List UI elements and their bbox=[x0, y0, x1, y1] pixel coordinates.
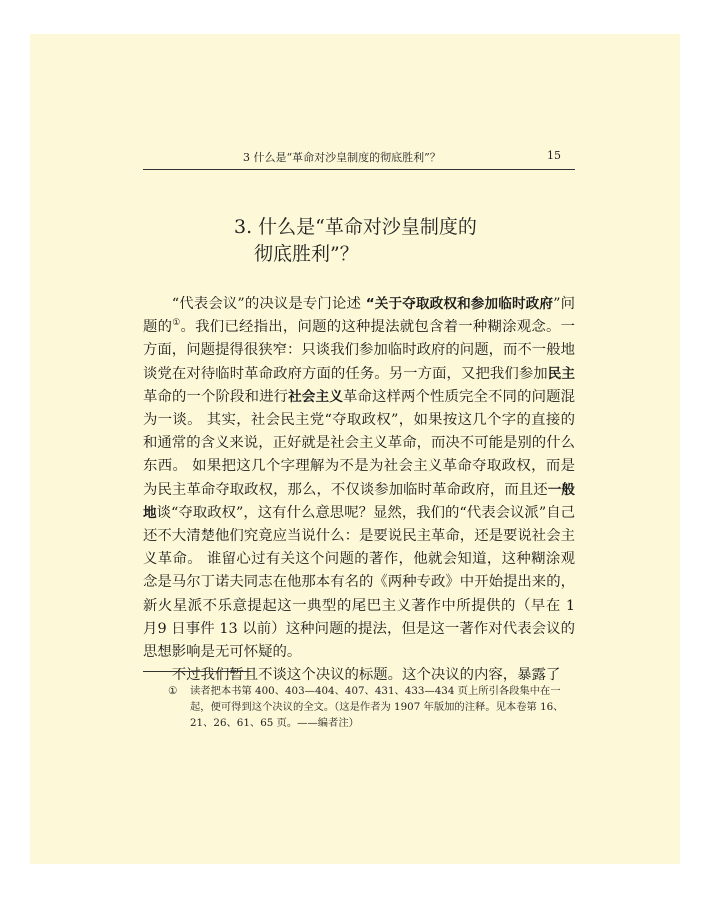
p1-bold-phrase-2: 民主 bbox=[547, 365, 576, 382]
body-text bbox=[143, 293, 575, 687]
p1-bold-phrase-1: “关于夺取政权和参加临时政府 bbox=[365, 296, 554, 312]
paragraph-2: 不过我们暂且不谈这个决议的标题。这个决议的内容，暴露了 bbox=[171, 667, 561, 684]
p1-segment-a: “代表会议”的决议是专门论述 bbox=[171, 296, 366, 312]
p1-bold-phrase-4: 一般地 bbox=[143, 481, 576, 521]
chapter-title-line-1: 3. 什么是“革命对沙皇制度的 bbox=[234, 216, 477, 238]
p1-bold-phrase-3: 社会主义 bbox=[288, 388, 343, 405]
footnote bbox=[170, 683, 575, 731]
running-head bbox=[143, 145, 575, 170]
p1-segment-b: ”问题的 bbox=[143, 296, 575, 336]
chapter-title bbox=[234, 214, 477, 268]
p1-segment-e: 革命这样两个性质完全不同的问题混为一谈。 其实，社会民主党“夺取政权”，如果按这几个字的直接的和通常的含义来说，正好就是社会主义革命，而决不可能是别的什么东西。 如果把这几个字理解为不是为社会主义革命夺取政权，而是为民主革命夺取政权，那么，不仅谈参加临时革命政府，而且还 bbox=[143, 388, 575, 498]
chapter-title-line-2: 彻底胜利”？ bbox=[254, 243, 359, 265]
running-head-title: 3 什么是“革命对沙皇制度的彻底胜利”？ bbox=[243, 151, 441, 164]
footnote-divider bbox=[143, 671, 251, 672]
p1-segment-f: 谈“夺取政权”，这有什么意思呢？显然，我们的“代表会议派”自己还不大清楚他们究竟应当说什么：是要说民主革命，还是要说社会主义革命。 谁留心过有关这个问题的著作，他就会知道，这种糊涂观念是马尔丁诺夫同志在他那本有名的《两种专政》中开始提出来的，新火星派不乐意提起这一典型的尾巴主义著作中所提供的（早在 1 月9 日事件 13 以前）这种问题的提法，但是这一著作对代表会议的思想影响是无可怀疑的。 bbox=[143, 504, 575, 661]
footnote-text: 读者把本书第 400、403—404、407、431、433—434 页上所引各段集中在一起，便可得到这个决议的全文。（这是作者为 1907 年版加的注释。见本卷第 16、21、26、61、65 页。——编者注） bbox=[190, 685, 564, 729]
p1-segment-d: 革命的一个阶段和进行 bbox=[143, 388, 289, 405]
paragraph-1 bbox=[143, 293, 575, 664]
page-number: 15 bbox=[547, 149, 561, 162]
footnote-ref-mark: ① bbox=[172, 318, 181, 329]
p1-segment-c: 。我们已经指出，问题的这种提法就包含着一种糊涂观念。一方面，问题提得很狭窄：只谈我们参加临时政府的问题，而不一般地谈党在对待临时革命政府方面的任务。另一方面，又把我们参加 bbox=[143, 319, 575, 382]
footnote-mark: ① bbox=[168, 685, 178, 697]
